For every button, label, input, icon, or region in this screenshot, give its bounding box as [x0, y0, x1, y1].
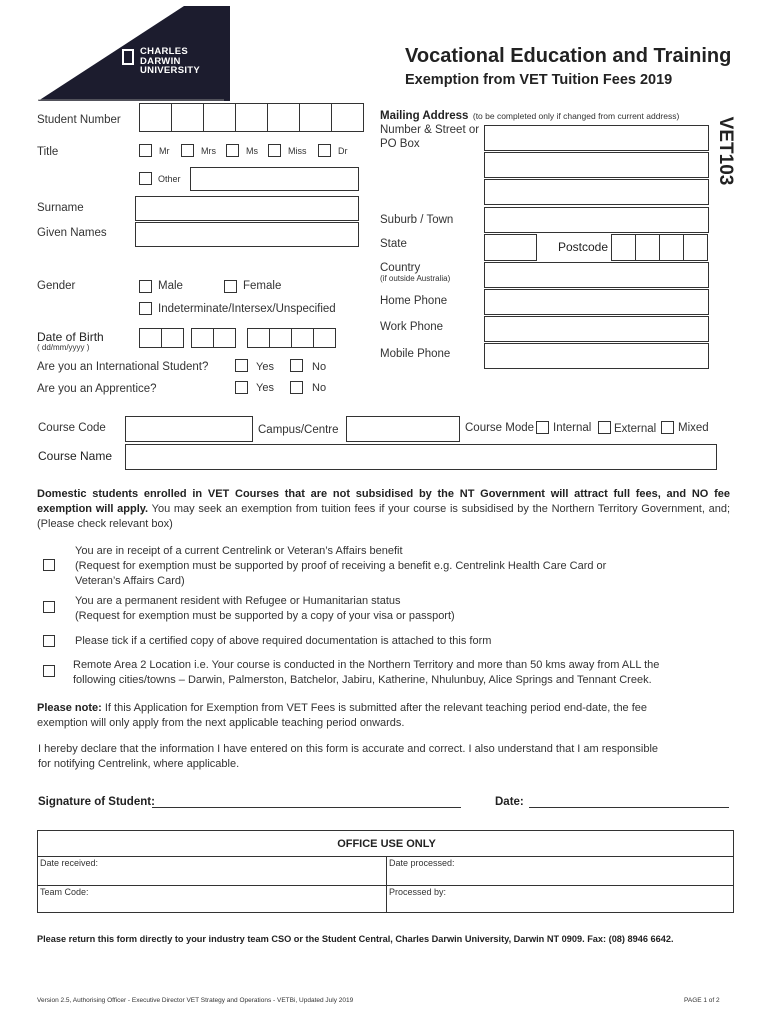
gender-indeterminate-checkbox[interactable]: [139, 302, 152, 315]
course-name-label: Course Name: [38, 449, 113, 463]
domestic-bold-text: Domestic students enrolled in VET Courses that are not subsidised by the NT Government will attract full fees, and NO fee exemption will apply.: [37, 488, 730, 515]
return-instructions: Please return this form directly to your industry team CSO or the Student Central, Charles Darwin University, Darwin NT 0909. Fax: (08) 8946 6642.: [37, 934, 674, 944]
footer-version: Version 2.5, Authorising Officer - Executive Director VET Strategy and Operations - VETBi, Updated July 2019: [37, 997, 354, 1004]
option-remote-area-line2: following cities/towns – Darwin, Palmerston, Batchelor, Jabiru, Katherine, Nhulunbuy, Alice Springs and Tennant Creek.: [73, 674, 652, 686]
home-phone-label: Home Phone: [380, 295, 448, 307]
gender-label: Gender: [37, 280, 76, 292]
street-field-3[interactable]: [484, 179, 709, 205]
gender-male-checkbox[interactable]: [139, 280, 152, 293]
title-miss-label: Miss: [288, 146, 307, 156]
option-centrelink-line2: (Request for exemption must be supported by proof of receiving a benefit e.g. Centrelink Health Care Card or: [75, 560, 607, 572]
signature-line[interactable]: [152, 807, 461, 808]
street-field-1[interactable]: [484, 125, 709, 151]
title-dr-checkbox[interactable]: [318, 144, 331, 157]
street-field-2[interactable]: [484, 152, 709, 178]
apprentice-label: Are you an Apprentice?: [37, 383, 157, 395]
option-certified-copy-text: [75, 634, 491, 649]
gender-indeterminate-label: Indeterminate/Intersex/Unspecified: [158, 303, 336, 315]
declaration-paragraph: [38, 742, 658, 772]
please-note-line2: exemption will only apply from the next applicable teaching period onwards.: [37, 717, 405, 729]
street-label-line2: PO Box: [380, 138, 420, 150]
mode-internal-checkbox[interactable]: [536, 421, 549, 434]
title-label: Title: [37, 146, 59, 158]
campus-field[interactable]: [346, 416, 460, 442]
mode-mixed-checkbox[interactable]: [661, 421, 674, 434]
option-refugee-line2: (Request for exemption must be supported by a copy of your visa or passport): [75, 610, 455, 622]
option-certified-copy-line1: Please tick if a certified copy of above required documentation is attached to this form: [75, 635, 492, 647]
date-label: Date:: [495, 796, 524, 808]
option-certified-copy-checkbox[interactable]: [43, 635, 55, 647]
work-phone-label: Work Phone: [380, 321, 444, 333]
postcode-label: Postcode: [558, 240, 609, 254]
home-phone-field[interactable]: [484, 289, 709, 315]
country-note: (if outside Australia): [380, 274, 451, 283]
country-label: Country: [380, 262, 421, 274]
page-subtitle: Exemption from VET Tuition Fees 2019: [405, 72, 673, 88]
suburb-field[interactable]: [484, 207, 709, 233]
option-centrelink-line1: You are in receipt of a current Centrelink or Veteran’s Affairs benefit: [75, 545, 403, 557]
title-other-label: Other: [158, 174, 181, 184]
option-remote-area-checkbox[interactable]: [43, 665, 55, 677]
apprentice-no-label: No: [312, 382, 327, 394]
signature-label: Signature of Student:: [38, 796, 155, 808]
mailing-address-note: (to be completed only if changed from current address): [472, 111, 680, 121]
option-refugee-text: [75, 594, 455, 624]
declaration-line2: for notifying Centrelink, where applicable.: [38, 758, 240, 770]
student-number-label: Student Number: [37, 114, 121, 126]
mode-mixed-label: Mixed: [678, 422, 709, 434]
title-mrs-checkbox[interactable]: [181, 144, 194, 157]
dob-format-label: ( dd/mm/yyyy ): [37, 343, 90, 352]
title-mr-checkbox[interactable]: [139, 144, 152, 157]
date-received-label: Date received:: [40, 858, 99, 868]
title-ms-label: Ms: [246, 146, 258, 156]
apprentice-no-checkbox[interactable]: [290, 381, 303, 394]
title-other-checkbox[interactable]: [139, 172, 152, 185]
option-refugee-checkbox[interactable]: [43, 601, 55, 613]
option-remote-area-text: [73, 658, 659, 688]
state-field[interactable]: [484, 234, 537, 261]
apprentice-yes-label: Yes: [256, 382, 274, 394]
course-code-label: Course Code: [38, 422, 106, 434]
international-no-checkbox[interactable]: [290, 359, 303, 372]
given-names-field[interactable]: [135, 222, 359, 247]
dob-label: Date of Birth: [37, 330, 104, 344]
international-no-label: No: [312, 361, 327, 373]
gender-female-label: Female: [243, 280, 282, 292]
course-code-field[interactable]: [125, 416, 253, 442]
mailing-address-label: Mailing Address: [380, 110, 469, 122]
title-mrs-label: Mrs: [201, 146, 216, 156]
surname-field[interactable]: [135, 196, 359, 221]
logo-text-line2: DARWIN: [140, 55, 181, 67]
office-use-table: [37, 830, 734, 913]
state-label: State: [380, 238, 407, 250]
title-other-field[interactable]: [190, 167, 359, 191]
office-use-title: OFFICE USE ONLY: [337, 838, 436, 850]
mailing-address-heading: [380, 106, 679, 124]
footer-page-number: PAGE 1 of 2: [684, 997, 720, 1004]
title-dr-label: Dr: [338, 146, 348, 156]
domestic-students-paragraph: [37, 487, 730, 532]
gender-male-label: Male: [158, 280, 183, 292]
mode-external-label: External: [614, 423, 657, 435]
course-mode-label: Course Mode: [465, 422, 535, 434]
surname-label: Surname: [37, 202, 84, 214]
campus-label: Campus/Centre: [258, 424, 339, 436]
declaration-line1: I hereby declare that the information I have entered on this form is accurate and correct. I also understand that I am responsible: [38, 743, 659, 755]
please-note-bold: Please note:: [37, 702, 102, 714]
domestic-rest-text: You may seek an exemption from tuition fees if your course is subsidised by the Northern Territory Government, and; (Please check relevant box): [37, 503, 731, 530]
international-yes-label: Yes: [256, 361, 274, 373]
international-yes-checkbox[interactable]: [235, 359, 248, 372]
page-title: Vocational Education and Training: [405, 45, 732, 67]
suburb-label: Suburb / Town: [380, 214, 454, 226]
international-label: Are you an International Student?: [37, 361, 209, 373]
option-centrelink-text: [75, 544, 606, 589]
mobile-phone-label: Mobile Phone: [380, 348, 451, 360]
form-code: VET103: [715, 116, 736, 186]
country-field[interactable]: [484, 262, 709, 288]
mode-external-checkbox[interactable]: [598, 421, 611, 434]
processed-by-label: Processed by:: [389, 887, 447, 897]
gender-female-checkbox[interactable]: [224, 280, 237, 293]
date-line[interactable]: [529, 807, 729, 808]
option-remote-area-line1: Remote Area 2 Location i.e. Your course is conducted in the Northern Territory and more than 50 kms away from ALL the: [73, 659, 660, 671]
given-names-label: Given Names: [37, 227, 107, 239]
team-code-label: Team Code:: [40, 887, 89, 897]
mobile-phone-field[interactable]: [484, 343, 709, 369]
apprentice-yes-checkbox[interactable]: [235, 381, 248, 394]
please-note-line1: If this Application for Exemption from VET Fees is submitted after the relevant teaching period end-date, the fee: [104, 702, 648, 714]
course-name-field[interactable]: [125, 444, 717, 470]
title-mr-label: Mr: [159, 146, 170, 156]
option-centrelink-line3: Veteran’s Affairs Card): [75, 575, 185, 587]
date-processed-label: Date processed:: [389, 858, 455, 868]
title-ms-checkbox[interactable]: [226, 144, 239, 157]
logo-text-line3: UNIVERSITY: [140, 65, 201, 76]
option-centrelink-checkbox[interactable]: [43, 559, 55, 571]
cdu-logo: [34, 4, 234, 101]
street-label-line1: Number & Street or: [380, 124, 480, 136]
please-note-paragraph: [37, 701, 647, 731]
logo-text-line1: CHARLES: [140, 46, 189, 57]
logo-banner-shape: [34, 4, 234, 101]
mode-internal-label: Internal: [553, 422, 592, 434]
work-phone-field[interactable]: [484, 316, 709, 342]
title-miss-checkbox[interactable]: [268, 144, 281, 157]
option-refugee-line1: You are a permanent resident with Refugee or Humanitarian status: [75, 595, 401, 607]
